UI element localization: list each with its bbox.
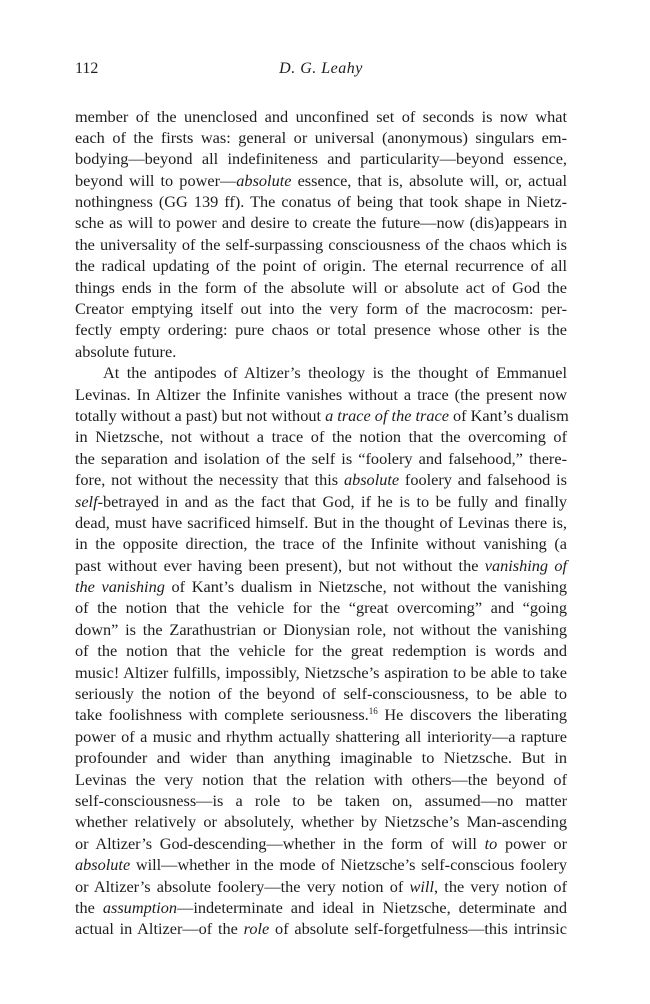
text-segment: the universality of the self-surpassing consciousness of the chaos which is xyxy=(75,234,567,254)
text-line xyxy=(75,234,567,255)
text-line xyxy=(75,619,567,640)
text-segment: seriously the notion of the beyond of self-consciousness, to be able to xyxy=(75,684,567,704)
text-line xyxy=(75,277,567,298)
text-segment: bodying—beyond all indefiniteness and particularity—beyond essence, xyxy=(75,149,567,169)
text-segment: Creator emptying itself out into the very form of the macrocosm: per- xyxy=(75,299,567,319)
text-line xyxy=(75,640,567,661)
text-line xyxy=(75,491,567,512)
text-segment: in the opposite direction, the trace of the Infinite without vanishing (a xyxy=(75,534,567,554)
text-segment: of absolute self-forgetfulness—this intrinsic xyxy=(269,919,567,939)
text-segment: the separation and isolation of the self is “foolery and falsehood,” there- xyxy=(75,448,567,468)
text-line xyxy=(75,897,567,918)
text-segment: power or xyxy=(497,833,567,853)
text-line xyxy=(75,704,567,725)
text-line xyxy=(75,405,567,426)
text-segment: Levinas. In Altizer the Infinite vanishes without a trace (the present now xyxy=(75,384,567,404)
text-segment: take foolishness with complete seriousness. xyxy=(75,705,369,725)
text-line xyxy=(75,191,567,212)
italic-text: absolute xyxy=(75,855,131,875)
text-segment: At the antipodes of Altizer’s theology is the thought of Emmanuel xyxy=(103,363,567,383)
italic-text: will xyxy=(409,876,434,896)
body-text xyxy=(75,106,567,940)
text-line xyxy=(75,726,567,747)
text-segment: —indeterminate and ideal in Nietzsche, determinate and xyxy=(177,897,567,917)
text-line xyxy=(75,212,567,233)
text-segment: or Altizer’s absolute foolery—the very notion of xyxy=(75,876,410,896)
text-segment: He discovers the liberating xyxy=(377,705,567,725)
text-segment: absolute future. xyxy=(75,341,177,361)
text-segment: whether relatively or absolutely, whether by Nietzsche’s Man-ascending xyxy=(75,812,567,832)
text-line xyxy=(75,341,567,362)
text-line xyxy=(75,597,567,618)
text-line xyxy=(75,512,567,533)
text-segment: profounder and wider than anything imaginable to Nietzsche. But in xyxy=(75,748,567,768)
text-segment: the radical updating of the point of origin. The eternal recurrence of all xyxy=(75,256,567,276)
text-segment: actual in Altizer—of the xyxy=(75,919,244,939)
text-segment: in Nietzsche, not without a trace of the notion that the overcoming of xyxy=(75,427,567,447)
text-segment: power of a music and rhythm actually shattering all interiority—a rapture xyxy=(75,726,567,746)
italic-text: assumption xyxy=(102,897,178,917)
text-segment: sche as will to power and desire to create the future—now (dis)appears in xyxy=(75,213,567,233)
text-segment: each of the firsts was: general or universal (anonymous) singulars em- xyxy=(75,127,567,147)
text-line xyxy=(75,362,567,383)
text-segment: member of the unenclosed and unconfined set of seconds is now what xyxy=(75,106,567,126)
text-segment: past without ever having been present), but not without the xyxy=(75,555,485,575)
text-segment: things ends in the form of the absolute will or absolute act of God the xyxy=(75,277,567,297)
text-line xyxy=(75,576,567,597)
text-segment: Levinas the very notion that the relation with others—the beyond of xyxy=(75,769,567,789)
text-segment: self-consciousness—is a role to be taken on, assumed—no matter xyxy=(75,791,567,810)
text-line xyxy=(75,683,567,704)
text-line xyxy=(75,148,567,169)
italic-text: to xyxy=(484,833,498,853)
text-segment: the xyxy=(75,897,103,917)
text-segment: beyond will to power— xyxy=(75,170,237,190)
text-line xyxy=(75,876,567,897)
text-line xyxy=(75,384,567,405)
text-segment: foolery and falsehood is xyxy=(399,470,567,490)
text-line xyxy=(75,555,567,576)
text-line xyxy=(75,533,567,554)
text-line xyxy=(75,790,567,811)
italic-text: absolute xyxy=(343,470,400,490)
text-line xyxy=(75,811,567,832)
italic-text: vanishing of xyxy=(484,555,568,575)
text-line xyxy=(75,127,567,148)
running-title: D. G. Leahy xyxy=(279,60,363,77)
text-line xyxy=(75,662,567,683)
text-segment: essence, that is, absolute will, or, actual xyxy=(291,170,567,190)
text-segment: of Kant’s dualism in Nietzsche, not without the vanishing xyxy=(164,577,567,597)
text-line xyxy=(75,298,567,319)
italic-text: role xyxy=(243,919,270,939)
text-line xyxy=(75,469,567,490)
text-line xyxy=(75,747,567,768)
page-number: 112 xyxy=(75,60,99,77)
text-line xyxy=(75,918,567,939)
italic-text: self xyxy=(75,491,98,511)
text-line xyxy=(75,448,567,469)
text-line xyxy=(75,426,567,447)
italic-text: the vanishing xyxy=(75,577,165,597)
text-line xyxy=(75,769,567,790)
footnote-marker: 16 xyxy=(368,706,378,717)
text-segment: , the very notion of xyxy=(433,876,567,896)
text-segment: of Kant’s dualism xyxy=(448,405,569,425)
text-segment: of the notion that the vehicle for the great redemption is words and xyxy=(75,641,567,661)
text-segment: dead, must have sacrificed himself. But in the thought of Levinas there is, xyxy=(75,512,567,532)
text-segment: nothingness (GG 139 ff). The conatus of being that took shape in Nietz- xyxy=(75,192,567,212)
text-segment: down” is the Zarathustrian or Dionysian role, not without the vanishing xyxy=(75,619,567,639)
italic-text: a trace of the trace xyxy=(325,405,449,425)
text-segment: or Altizer’s God-descending—whether in the form of will xyxy=(75,833,485,853)
italic-text: absolute xyxy=(236,170,292,190)
text-segment: music! Altizer fulfills, impossibly, Nietzsche’s aspiration to be able to take xyxy=(75,662,567,682)
text-line xyxy=(75,255,567,276)
text-segment: fore, not without the necessity that this xyxy=(75,470,344,490)
running-head xyxy=(75,60,567,82)
text-segment: will—whether in the mode of Nietzsche’s self-conscious foolery xyxy=(130,855,567,875)
text-line xyxy=(75,319,567,340)
text-segment: of the notion that the vehicle for the “great overcoming” and “going xyxy=(75,598,567,618)
text-line xyxy=(75,106,567,127)
text-line xyxy=(75,854,567,875)
text-segment: fectly empty ordering: pure chaos or total presence whose other is the xyxy=(75,320,567,340)
text-segment: -betrayed in and as the fact that God, if he is to be fully and finally xyxy=(97,491,567,511)
text-segment: totally without a past) but not without xyxy=(75,405,326,425)
text-line xyxy=(75,833,567,854)
text-line xyxy=(75,170,567,191)
